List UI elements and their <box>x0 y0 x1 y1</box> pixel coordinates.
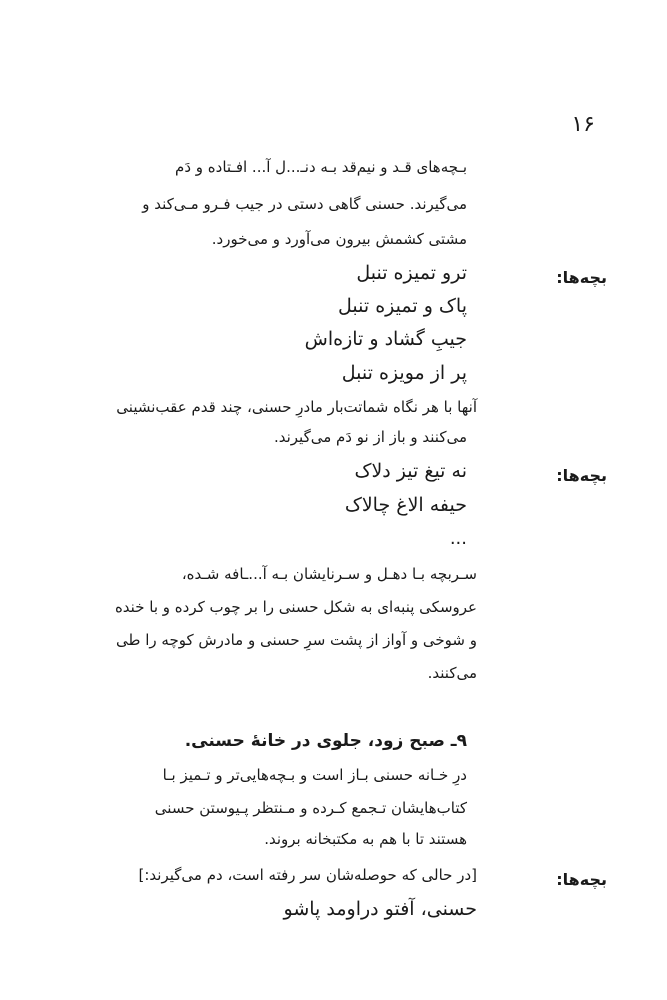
stage-direction-line: می‌گیرند. حسنی گاهی دستی در جیب فـرو مـی‌کند و <box>142 195 467 213</box>
stage-direction-line: مشتی کشمش بیرون می‌آورد و می‌خورد. <box>211 230 467 248</box>
stage-direction-line: می‌کنند. <box>427 664 477 682</box>
speaker-label: بچه‌ها: <box>556 466 607 485</box>
ellipsis: ... <box>449 528 467 549</box>
stage-direction-line: سـربچه بـا دهـل و سـرنایشان بـه آ...ـافه شـده، <box>181 565 477 583</box>
verse-line: پاک و تمیزه تنبل <box>338 295 467 317</box>
stage-direction-line: کتاب‌هایشان تـجمع کـرده و مـنتظر پـیوستن حسنی <box>154 799 467 817</box>
verse-line: جیبِ گشاد و تازه‌اش <box>304 328 467 350</box>
verse-line: ترو تمیزه تنبل <box>356 262 467 284</box>
stage-direction-line: و شوخی و آواز از پشت سرِ حسنی و مادرش کوچه را طی <box>116 631 477 649</box>
stage-direction-line: آنها با هر نگاه شماتت‌بار مادرِ حسنی، چند قدم عقب‌نشینی <box>116 398 477 416</box>
stage-direction-line: بـچه‌های قـد و نیم‌قد بـه دنـ...ل آ... افـتاده و دَم <box>175 158 467 176</box>
stage-direction-line: عروسکی پنبه‌ای به شکل حسنی را بر چوب کرده و با خنده <box>114 598 477 616</box>
stage-direction-line: هستند تا با هم به مکتبخانه بروند. <box>264 830 467 848</box>
verse-line: پر از مویزه تنبل <box>341 362 467 384</box>
speaker-label: بچه‌ها: <box>556 268 607 287</box>
speaker-label: بچه‌ها: <box>556 870 607 889</box>
verse-line: نه تیغ تیز دلاک <box>354 460 467 482</box>
stage-direction: [در حالی که حوصله‌شان سر رفته است، دم می‌گیرند:] <box>138 866 477 884</box>
page-number: ۱۶ <box>571 112 595 137</box>
scene-heading: ۹ـ صبح زود، جلوی در خانهٔ حسنی. <box>184 731 467 751</box>
verse-line: حیفه الاغ چالاک <box>344 494 467 516</box>
verse-line: حسنی، آفتو دراومد پاشو <box>283 898 477 920</box>
stage-direction-line: می‌کنند و باز از نو دَم می‌گیرند. <box>273 428 467 446</box>
stage-direction-line: درِ خـانه حسنی بـاز است و بـچه‌هایی‌تر و تـمیز بـا <box>162 766 467 784</box>
